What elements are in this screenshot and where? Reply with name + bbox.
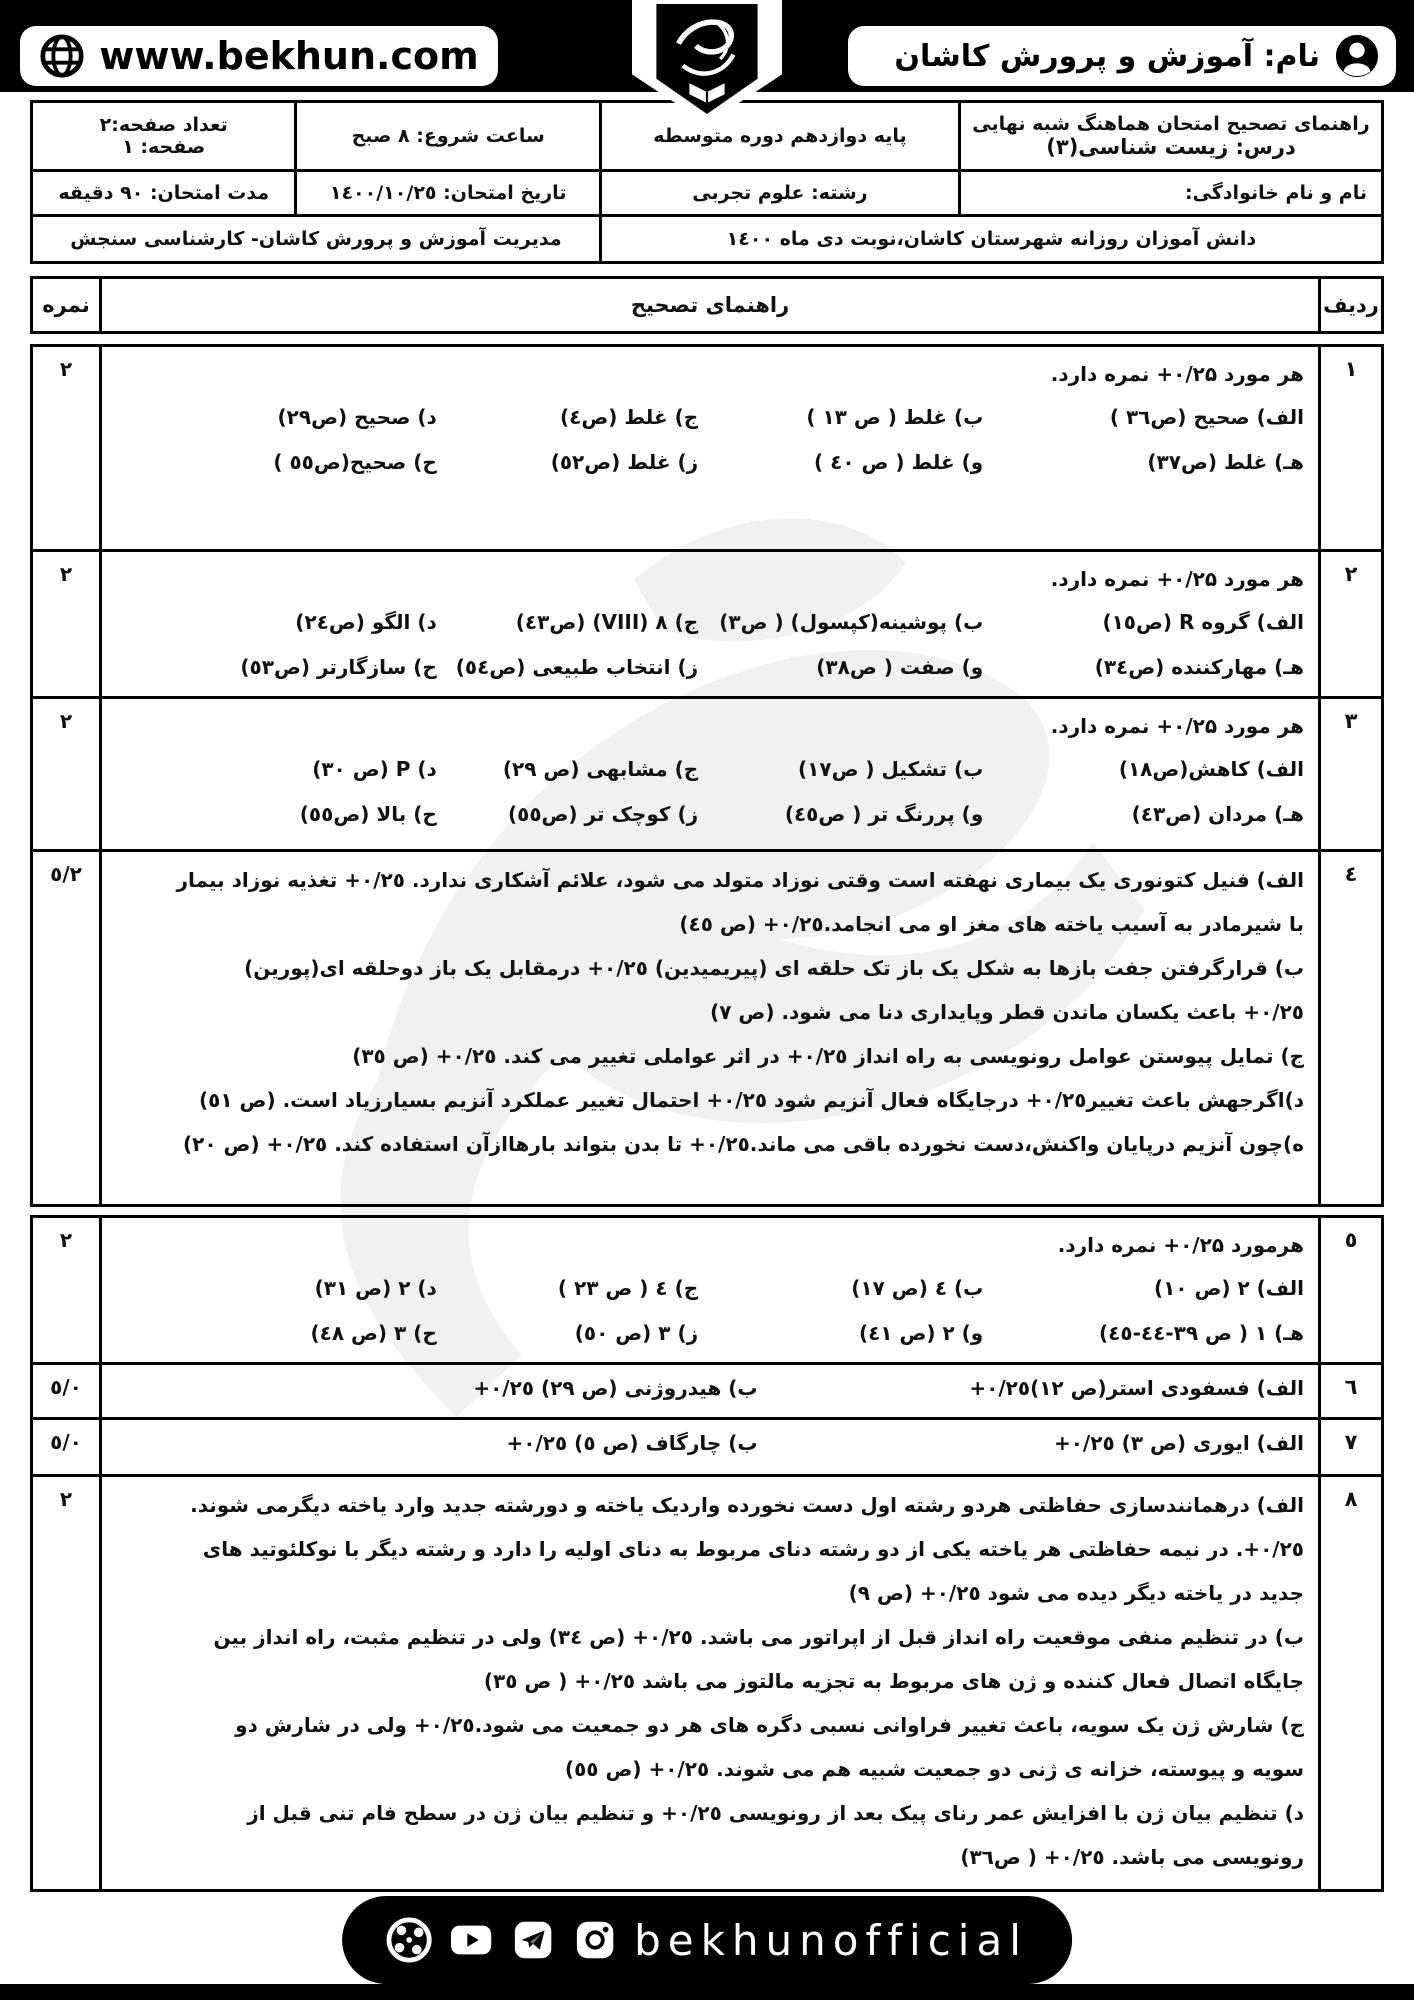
options-line bbox=[116, 600, 1304, 645]
options-line bbox=[116, 1426, 1304, 1460]
exam-title-cell bbox=[959, 102, 1382, 171]
row-number: ۸ bbox=[1320, 1476, 1383, 1891]
major-cell: رشته: علوم تجربی bbox=[600, 171, 959, 216]
answer-option: ب) چارگاف (ص ٥) ۰/۲٥+ bbox=[506, 1431, 758, 1455]
answer-option: د) صحیح (ص۲۹) bbox=[277, 405, 437, 429]
row-number: ٥ bbox=[1320, 1217, 1383, 1364]
youtube-icon bbox=[448, 1917, 494, 1963]
social-footer bbox=[342, 1896, 1072, 1984]
answer-option: ب) ٤ (ص ۱۷) bbox=[851, 1276, 984, 1300]
pages-count: تعداد صفحه:۲ bbox=[99, 114, 228, 136]
paragraph-line: ۰/۲٥+ باعث یکسان ماندن قطر وپایداری دنا می شود. (ص ۷) bbox=[710, 1000, 1304, 1024]
answer-option: و) ۲ (ص ٤۱) bbox=[858, 1321, 984, 1345]
paragraph-line: الف) فنیل کتونوری یک بیماری نهفته است وقتی نوزاد متولد می شود، علائم آشکاری ندارد. ۰/۲٥+ تغذیه نوزاد بیمار bbox=[176, 868, 1304, 892]
answer-option: و) صفت ( ص۳۸) bbox=[816, 655, 984, 679]
row-number: ٦ bbox=[1320, 1364, 1383, 1419]
options-line bbox=[116, 395, 1304, 440]
row-number: ۲ bbox=[1320, 551, 1383, 698]
answer-option: ح) سازگارتر (ص٥۳) bbox=[240, 655, 437, 679]
options-line bbox=[116, 1266, 1304, 1311]
answer-option: د) ۲ (ص ۳۱) bbox=[314, 1276, 437, 1300]
paragraph-line: ب) قرارگرفتن جفت بازها به شکل یک باز تک حلقه ای (پیریمیدین) ۰/۲٥+ درمقابل یک باز دوحلقه ای(پورین) bbox=[244, 956, 1304, 980]
answer-option: الف) ۲ (ص ۱۰) bbox=[1153, 1276, 1304, 1300]
fullname-label-cell: نام و نام خانوادگی: bbox=[959, 171, 1382, 216]
answer-row bbox=[32, 1364, 1383, 1419]
answer-option: ج) ٤ ( ص ۲۳ ) bbox=[557, 1276, 699, 1300]
options-line bbox=[116, 747, 1304, 792]
answer-option: ج) غلط (ص٤) bbox=[560, 405, 699, 429]
row-score: ۲/٥ bbox=[32, 851, 101, 1206]
answer-option: الف) ایوری (ص ۳) ۰/۲٥+ bbox=[1053, 1431, 1304, 1455]
pages-cell bbox=[32, 102, 296, 171]
answer-option: ز) غلط (ص٥۲) bbox=[550, 450, 699, 474]
row-content bbox=[101, 346, 1320, 551]
col-header-row-number: ردیف bbox=[1320, 278, 1383, 333]
col-header-guide: راهنمای تصحیح bbox=[101, 278, 1320, 333]
row-content bbox=[101, 1419, 1320, 1476]
bottom-black-bar bbox=[0, 1984, 1414, 2000]
answer-option: ح) ۳ (ص ٤۸) bbox=[310, 1321, 437, 1345]
row-content bbox=[101, 1217, 1320, 1364]
answer-option: هـ) غلط (ص۳۷) bbox=[1147, 450, 1304, 474]
paragraph-line: ه)چون آنزیم درپایان واکنش،دست نخورده باقی می ماند.۰/۲٥+ تا بدن بتواند بارهاازآن استفاده کند. ۰/۲٥+ (ص ۲۰) bbox=[183, 1132, 1304, 1156]
row-score: ۲ bbox=[32, 1217, 101, 1364]
answer-option: ز) انتخاب طبیعی (ص٥٤) bbox=[455, 655, 699, 679]
answer-option: ب) غلط ( ص ۱۳ ) bbox=[806, 405, 984, 429]
answer-option: ح) صحیح(ص٥٥ ) bbox=[273, 450, 437, 474]
row-score: ۰/٥ bbox=[32, 1419, 101, 1476]
social-handle: bekhunofficial bbox=[634, 1915, 1028, 1965]
answer-row bbox=[32, 1419, 1383, 1476]
answer-option: ح) بالا (ص٥٥) bbox=[299, 802, 437, 826]
paragraph-line: ۰/۲٥+. در نیمه حفاظتی هر یاخته یکی از دو رشته دنای مربوط به دنای اولیه را دارد و رشته دیگر با نوکلئوتید های bbox=[202, 1537, 1304, 1561]
row-number: ٤ bbox=[1320, 851, 1383, 1206]
paragraph-line: ب) در تنظیم منفی موقعیت راه انداز قبل از اپراتور می باشد. ۰/۲٥+ (ص ۳٤) ولی در تنظیم مثبت، راه انداز بین bbox=[213, 1625, 1304, 1649]
department-cell: مدیریت آموزش و پرورش کاشان- کارشناسی سنجش bbox=[32, 216, 601, 263]
row-number: ۳ bbox=[1320, 698, 1383, 851]
answer-option: ب) پوشینه(کپسول) ( ص۳) bbox=[719, 610, 984, 634]
answer-row bbox=[32, 851, 1383, 1206]
paragraph-line: سویه و پیوسته، خزانه ی ژنی دو جمعیت شبیه هم می شوند. ۰/۲٥+ (ص ٥٥) bbox=[564, 1757, 1304, 1781]
paragraph-line: د) تنظیم بیان ژن با افزایش عمر رنای پیک بعد از رونویسی ۰/۲٥+ و تنظیم بیان ژن در سطح فام تنی قبل از bbox=[247, 1801, 1304, 1825]
answer-option: د) P (ص ۳۰) bbox=[312, 757, 437, 781]
paragraph-line: جایگاه اتصال فعال کننده و ژن های مربوط به تجزیه مالتوز می باشد ۰/۲٥+ ( ص ۳٥) bbox=[483, 1669, 1304, 1693]
answer-table-header bbox=[30, 276, 1384, 334]
answer-option: الف) فسفودی استر(ص ۱۲)۰/۲٥+ bbox=[969, 1376, 1304, 1400]
options-line bbox=[116, 792, 1304, 837]
row-content bbox=[101, 698, 1320, 851]
telegram-icon bbox=[510, 1917, 556, 1963]
grade-cell: پایه دوازدهم دوره متوسطه bbox=[600, 102, 959, 171]
row-intro: هرمورد ۰/۲۵+ نمره دارد. bbox=[1057, 1233, 1304, 1257]
start-time-cell: ساعت شروع: ۸ صبح bbox=[296, 102, 600, 171]
answer-row bbox=[32, 698, 1383, 851]
bekhun-logo-shield bbox=[648, 4, 766, 114]
answer-option: ز) کوچک تر (ص٥٥) bbox=[507, 802, 699, 826]
students-cell: دانش آموزان روزانه شهرستان کاشان،نوبت دی ماه ۱٤۰۰ bbox=[600, 216, 1382, 263]
answer-option: هـ) مردان (ص٤۳) bbox=[1131, 802, 1304, 826]
website-pill bbox=[20, 26, 498, 86]
answer-option: هـ) ۱ ( ص ۳۹-٤٤-٤٥) bbox=[1099, 1321, 1304, 1345]
answer-option: و) پررنگ تر ( ص٤٥) bbox=[784, 802, 984, 826]
page-number: صفحه: ۱ bbox=[122, 136, 206, 158]
answer-option: ز) ۳ (ص ٥۰) bbox=[574, 1321, 699, 1345]
paragraph-line: جدید در یاخته دیگر دیده می شود ۰/۲٥+ (ص ۹) bbox=[848, 1581, 1304, 1605]
paragraph-line: د)اگرجهش باعث تغییر۰/۲٥+ درجایگاه فعال آنزیم شود ۰/۲٥+ احتمال تغییر عملکرد آنزیم بسیارزیاد است. (ص ٥۱) bbox=[199, 1088, 1304, 1112]
row-content bbox=[101, 851, 1320, 1206]
exam-subject: درس: زیست شناسی(۳) bbox=[1046, 135, 1296, 159]
paragraph-line: الف) درهمانندسازی حفاظتی هردو رشته اول دست نخورده واردیک یاخته و دورشته جدید وارد یاخته دیگرمی شوند. bbox=[190, 1493, 1304, 1517]
row-number: ۱ bbox=[1320, 346, 1383, 551]
answer-option: د) الگو (ص۲٤) bbox=[295, 610, 437, 634]
paragraph-line: رونویسی می باشد. ۰/۲٥+ ( ص۳٦) bbox=[960, 1845, 1304, 1869]
instagram-icon bbox=[572, 1917, 618, 1963]
org-name: نام: آموزش و پرورش کاشان bbox=[894, 38, 1320, 74]
row-score: ۰/٥ bbox=[32, 1364, 101, 1419]
answer-option: الف) کاهش(ص۱۸) bbox=[1118, 757, 1304, 781]
org-pill bbox=[848, 26, 1396, 86]
row-content bbox=[101, 1364, 1320, 1419]
paragraph-line: ج) تمایل پیوستن عوامل رونویسی به راه انداز ۰/۲٥+ در اثر عواملی تغییر می کند. ۰/۲٥+ (ص ۳٥) bbox=[352, 1044, 1304, 1068]
row-score: ۲ bbox=[32, 698, 101, 851]
answer-option: الف) گروه R (ص۱٥) bbox=[1102, 610, 1304, 634]
exam-document bbox=[30, 100, 1384, 1892]
options-line bbox=[116, 440, 1304, 485]
paragraph-line: با شیرمادر به آسیب یاخته های مغز او می انجامد.۰/۲٥+ (ص ٤٥) bbox=[679, 912, 1304, 936]
answer-option: ج) ۸ (VIII) (ص٤۳) bbox=[515, 610, 699, 634]
answer-option: الف) صحیح (ص۳٦ ) bbox=[1109, 405, 1304, 429]
globe-icon bbox=[39, 33, 85, 79]
row-content bbox=[101, 1476, 1320, 1891]
row-intro: هر مورد ۰/۲۵+ نمره دارد. bbox=[1050, 362, 1304, 386]
answer-row bbox=[32, 1476, 1383, 1891]
options-line bbox=[116, 645, 1304, 690]
options-line bbox=[116, 1371, 1304, 1405]
top-banner bbox=[0, 0, 1414, 92]
answer-row bbox=[32, 346, 1383, 551]
answer-option: ج) مشابهی (ص ۲۹) bbox=[502, 757, 699, 781]
answer-row bbox=[32, 551, 1383, 698]
row-intro: هر مورد ۰/۲۵+ نمره دارد. bbox=[1050, 714, 1304, 738]
answer-option: و) غلط ( ص ٤۰ ) bbox=[814, 450, 984, 474]
answer-option: ب) تشکیل ( ص۱۷) bbox=[798, 757, 984, 781]
exam-info-table bbox=[30, 100, 1384, 264]
answers-table-part2 bbox=[30, 1215, 1384, 1892]
row-content bbox=[101, 551, 1320, 698]
answer-option: هـ) مهارکننده (ص۳٤) bbox=[1094, 655, 1304, 679]
person-icon bbox=[1334, 33, 1380, 79]
row-score: ۲ bbox=[32, 346, 101, 551]
aparat-icon bbox=[386, 1917, 432, 1963]
options-line bbox=[116, 1311, 1304, 1356]
answer-option: ب) هیدروژنی (ص ۲۹) ۰/۲٥+ bbox=[473, 1376, 758, 1400]
answer-row bbox=[32, 1217, 1383, 1364]
duration-cell: مدت امتحان: ۹۰ دقیقه bbox=[32, 171, 296, 216]
row-score: ۲ bbox=[32, 1476, 101, 1891]
answers-table-part1 bbox=[30, 344, 1384, 1207]
paragraph-line: ج) شارش ژن یک سویه، باعث تغییر فراوانی نسبی دگره های هر دو جمعیت می شود.۰/۲٥+ ولی در شارش دو bbox=[235, 1713, 1304, 1737]
exam-title-line1: راهنمای تصحیح امتحان هماهنگ شبه نهایی bbox=[972, 113, 1370, 135]
row-score: ۲ bbox=[32, 551, 101, 698]
website-url: www.bekhun.com bbox=[99, 34, 479, 78]
exam-date-cell: تاریخ امتحان: ۱٤۰۰/۱۰/۲٥ bbox=[296, 171, 600, 216]
row-intro: هر مورد ۰/۲۵+ نمره دارد. bbox=[1050, 567, 1304, 591]
row-number: ۷ bbox=[1320, 1419, 1383, 1476]
col-header-score: نمره bbox=[32, 278, 101, 333]
